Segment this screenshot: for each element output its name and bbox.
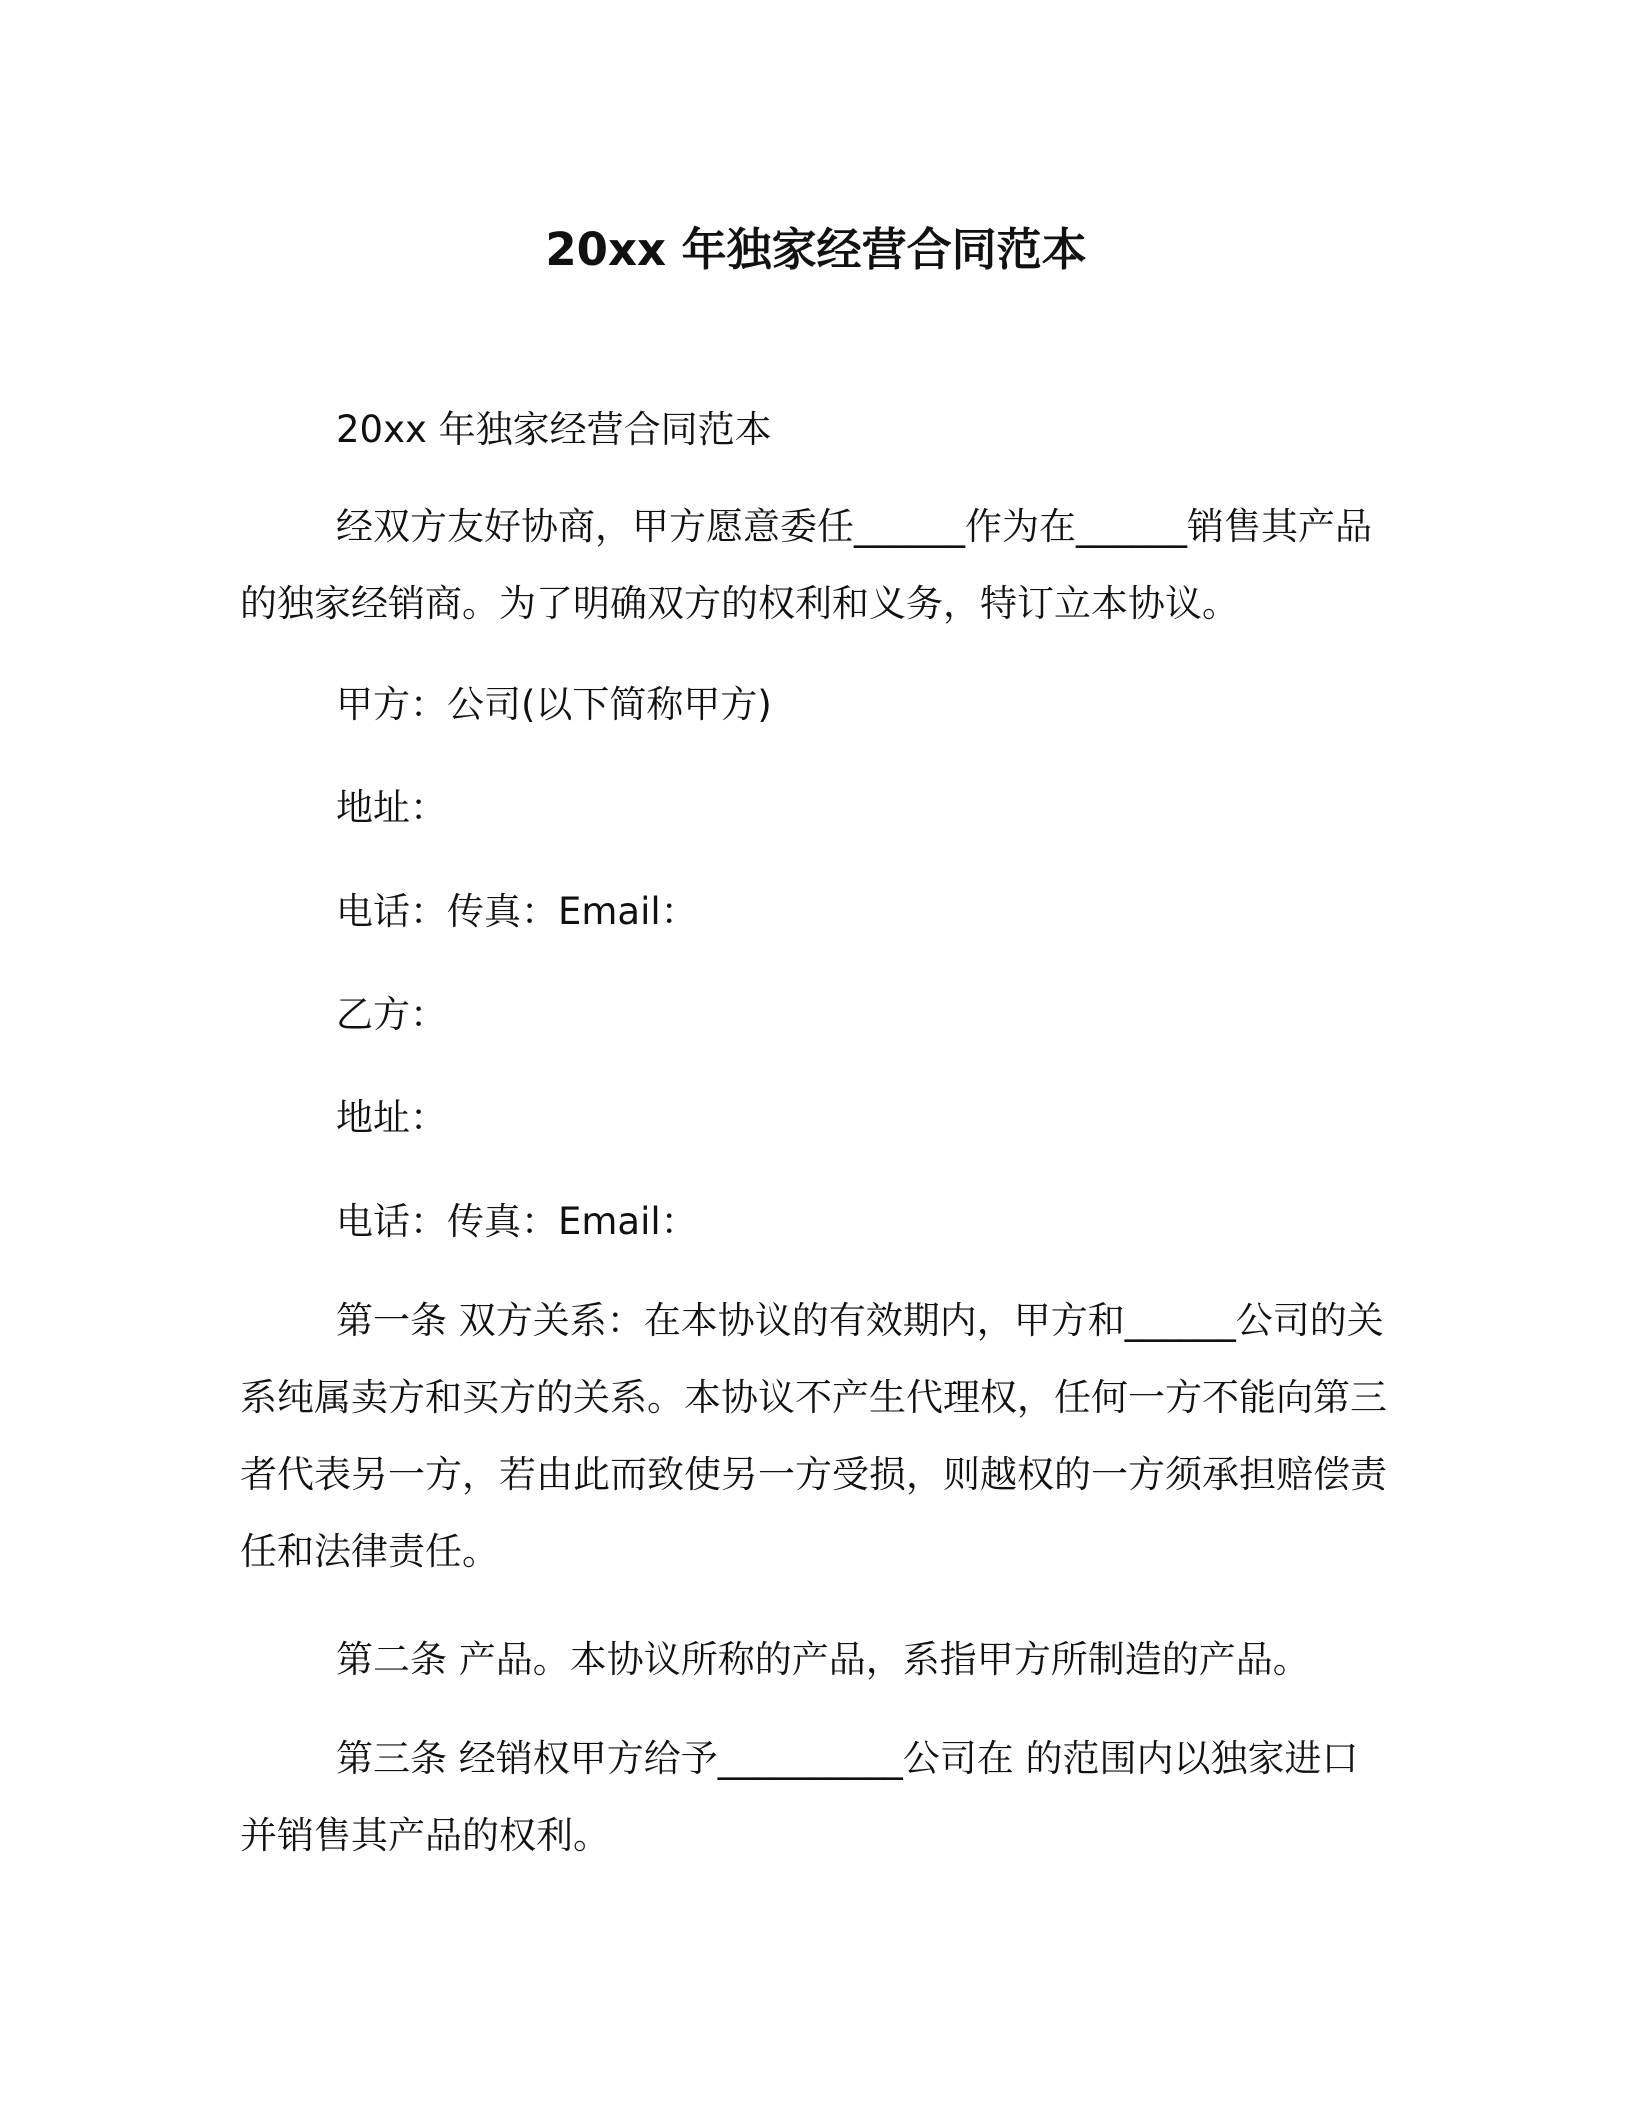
document-subtitle: 20xx 年独家经营合同范本: [336, 408, 772, 451]
party-b-contact: 电话：传真：Email：: [336, 1200, 698, 1243]
party-a-contact: 电话：传真：Email：: [336, 890, 698, 933]
article-1-paragraph: 第一条 双方关系：在本协议的有效期内，甲方和______公司的关系纯属卖方和买方的关系。本协议不产生代理权，任何一方不能向第三者代表另一方，若由此而致使另一方受损，则越权的一方须承担赔偿责任和法律责任。: [240, 1299, 1387, 1573]
party-b-line: 乙方：: [336, 993, 447, 1036]
party-b-address: 地址：: [336, 1096, 447, 1139]
article-2-paragraph: 第二条 产品。本协议所称的产品，系指甲方所制造的产品。: [336, 1638, 1310, 1681]
article-3-paragraph: 第三条 经销权甲方给予__________公司在 的范围内以独家进口并销售其产品的权利。: [240, 1737, 1359, 1857]
party-a-address: 地址：: [336, 786, 447, 829]
intro-paragraph: 经双方友好协商，甲方愿意委任______作为在______销售其产品的独家经销商。为了明确双方的权利和义务，特订立本协议。: [240, 505, 1372, 625]
party-a-line: 甲方：公司(以下简称甲方): [336, 683, 772, 726]
document-title: 20xx 年独家经营合同范本: [545, 223, 1087, 276]
